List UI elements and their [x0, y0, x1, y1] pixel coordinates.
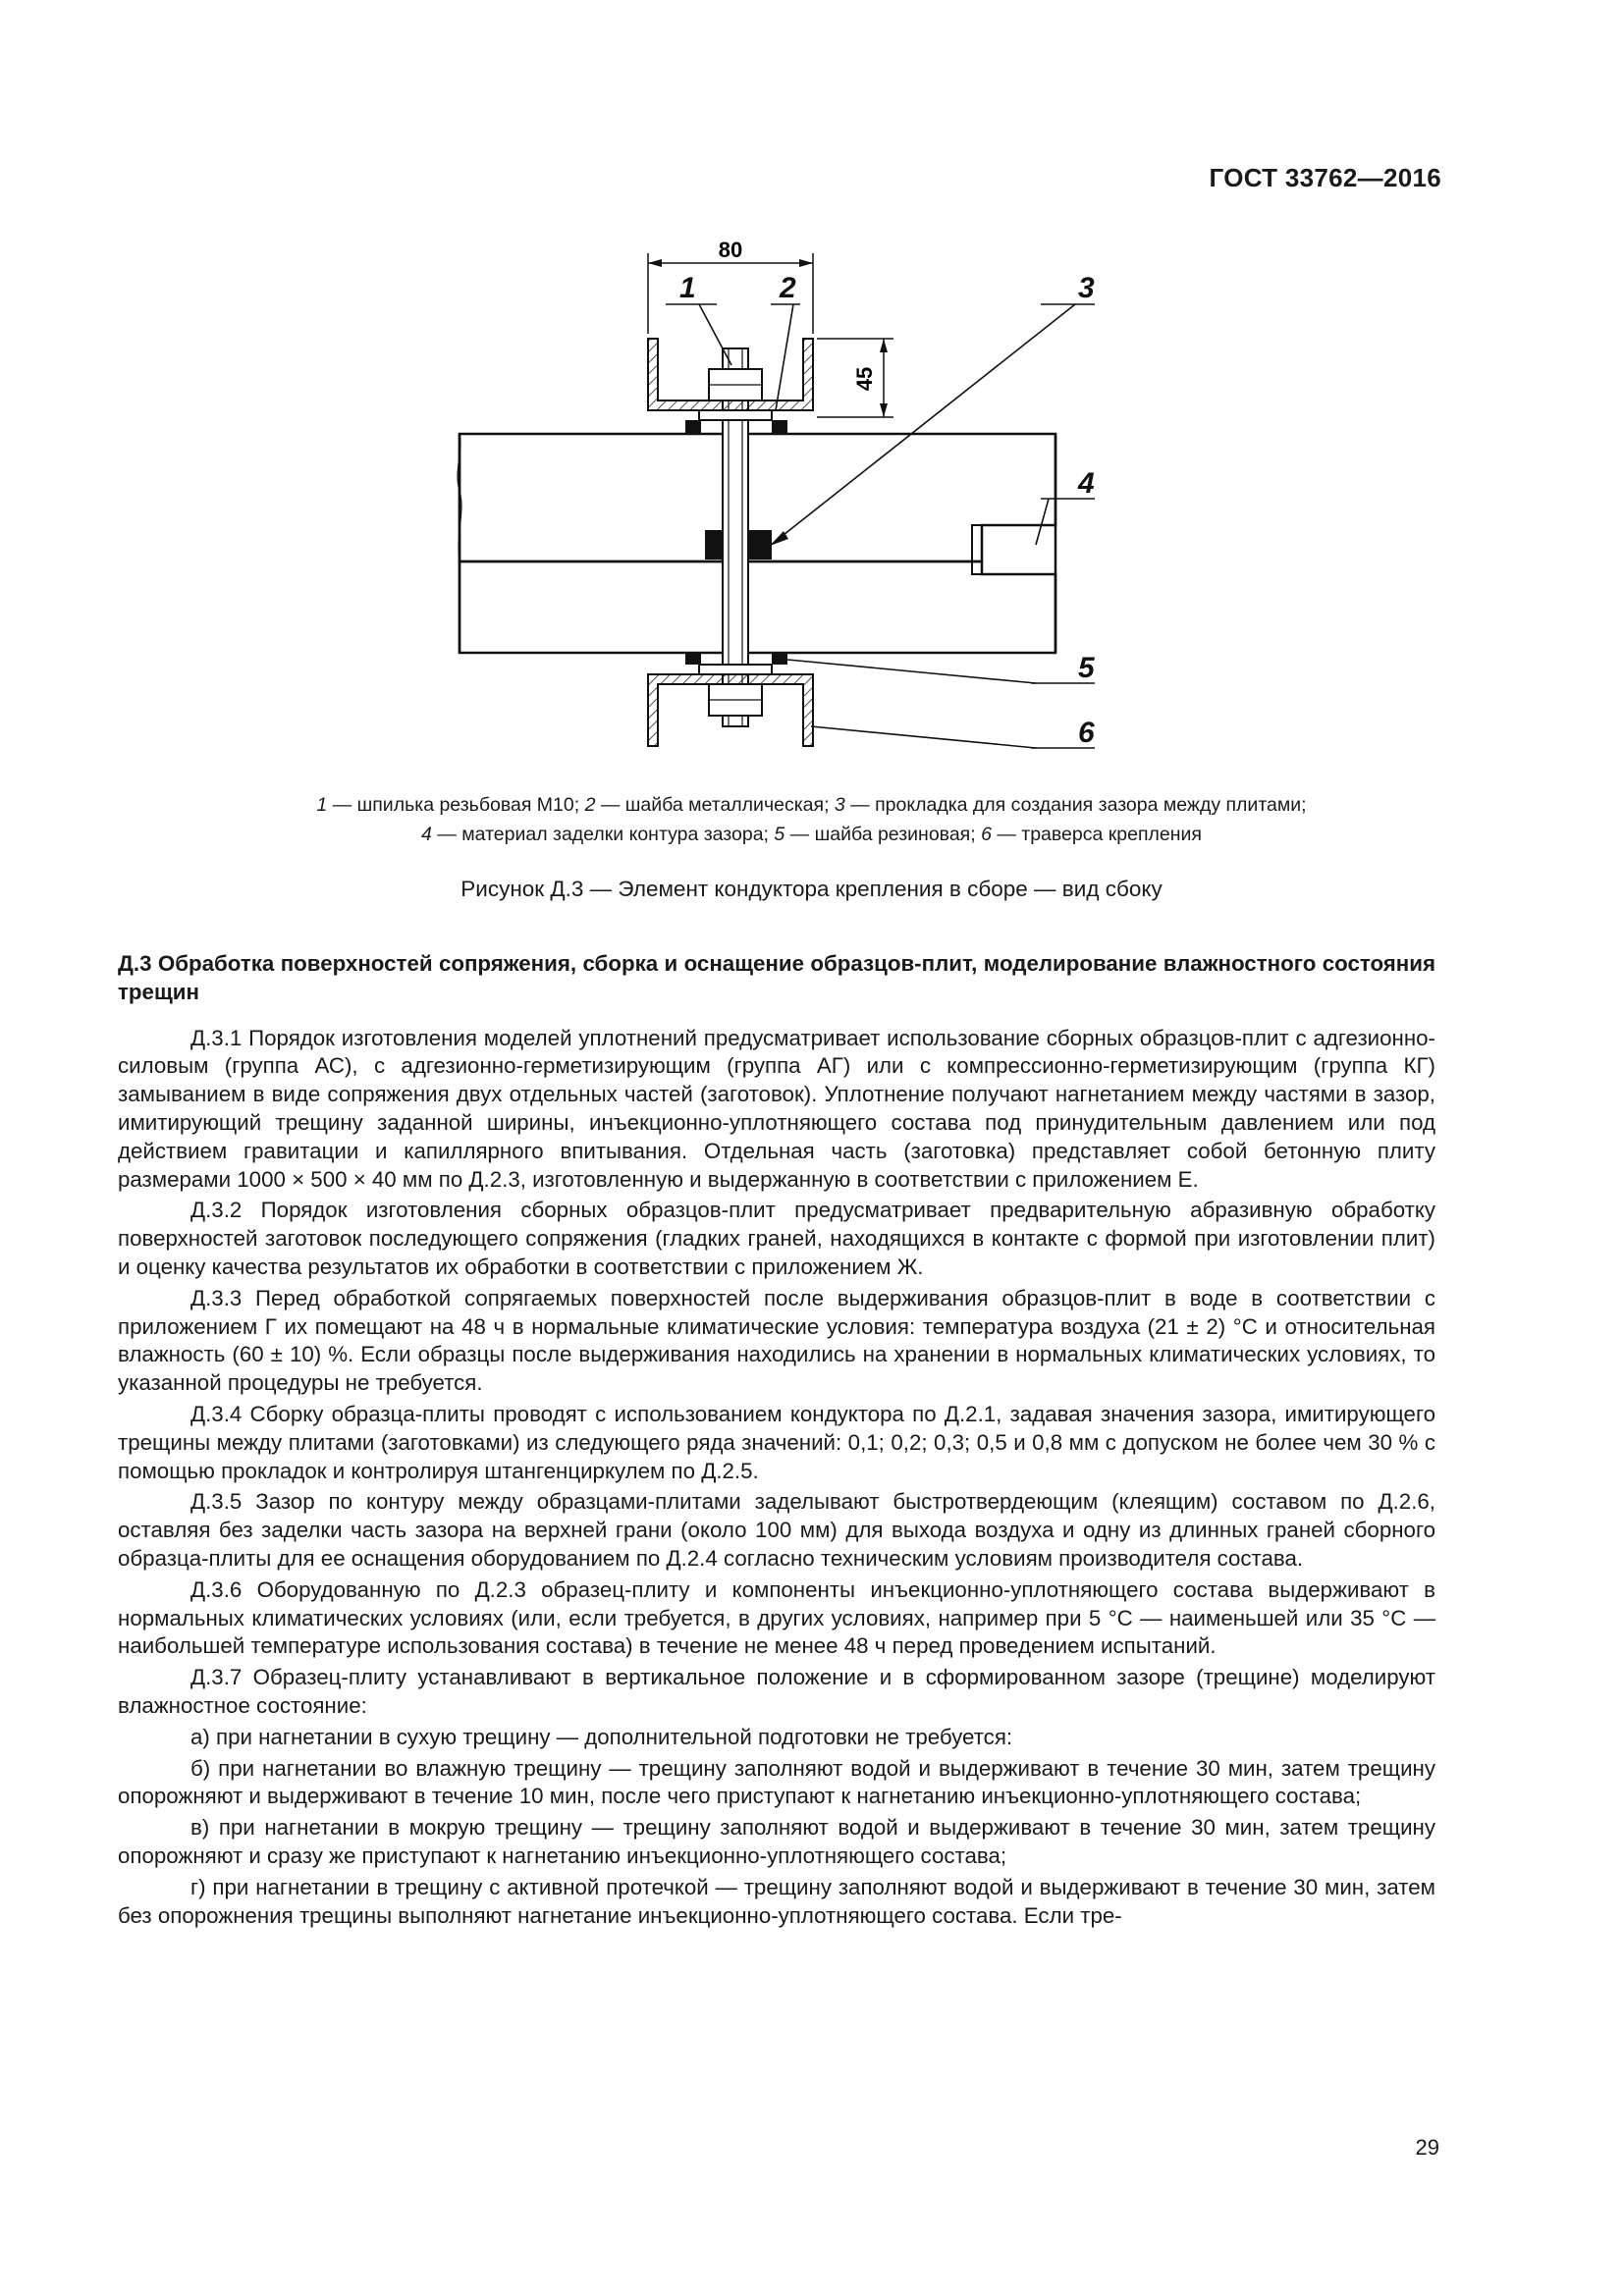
- callout-1: 1: [679, 272, 696, 304]
- legend-text: — шайба металлическая;: [595, 794, 835, 816]
- figure-d3-diagram: [0, 0, 1623, 766]
- paragraph: Д.3.4 Сборку образца-плиты проводят с использованием кондуктора по Д.2.1, задавая значения зазора, имитирующего трещины между плитами (заготовками) из следующего ряда значений: 0,1; 0,2; 0,3; 0,5 и 0,8 мм с допуском не более чем 30 % с помощью прокладок и контролируя штангенциркулем по Д.2.5.: [118, 1401, 1435, 1483]
- dimension-45: [817, 339, 893, 417]
- dimension-45-label: 45: [852, 366, 877, 392]
- list-item-c: в) при нагнетании в мокрую трещину — трещину заполняют водой и выдерживают в течение 30 мин, затем трещину опорожняют и сразу же приступают к нагнетанию инъекционно-уплотняющего состава;: [118, 1815, 1435, 1868]
- document-id-header: ГОСТ 33762—2016: [1209, 163, 1441, 192]
- paragraph: Д.3.1 Порядок изготовления моделей уплотнений предусматривает использование сборных образцов-плит с адгезионно-силовым (группа АС), с адгезионно-герметизирующим (группа АГ) или с компрессионно-герметизирующим (группа КГ) замыванием в виде сопряжения двух отдельных частей (заготовок). Уплотнение получают нагнетанием между частями в зазор, имитирующий трещину заданной ширины, инъекционно-уплотняющего состава под принудительным давлением или под действием гравитации и капиллярного впитывания. Отдельная часть (заготовка) представляет собой бетонную плиту размерами 1000 × 500 × 40 мм по Д.2.3, изготовленную и выдержанную в соответствии с приложением Е.: [118, 1025, 1435, 1192]
- legend-text: — траверса крепления: [991, 824, 1202, 845]
- callout-2: 2: [780, 272, 796, 304]
- paragraph: Д.3.3 Перед обработкой сопрягаемых поверхностей после выдерживания образцов-плит в воде в соответствии с приложением Г их помещают на 48 ч в нормальные климатические условия: температура воздуха (21 ± 2) °С и относительная влажность (60 ± 10) %. Если образцы после выдерживания находились на хранении в нормальных климатических условиях, то указанной процедуры не требуется.: [118, 1285, 1435, 1396]
- legend-line-1: [118, 790, 1505, 820]
- legend-num: 1: [316, 794, 328, 816]
- section-heading: Д.3 Обработка поверхностей сопряжения, сборка и оснащение образцов-плит, моделирование влажностного состояния трещин: [118, 951, 1435, 1004]
- section-body: [118, 950, 1435, 1933]
- callout-3: 3: [1078, 272, 1095, 304]
- legend-text: — шайба резиновая;: [784, 824, 982, 845]
- legend-num: 2: [584, 794, 596, 816]
- dimension-80-label: 80: [718, 238, 743, 262]
- legend-num: 4: [421, 824, 432, 845]
- legend-text: — материал заделки контура зазора;: [431, 824, 775, 845]
- paragraph: Д.3.6 Оборудованную по Д.2.3 образец-плиту и компоненты инъекционно-уплотняющего состава выдерживают в нормальных климатических условиях (или, если требуется, в других условиях, например при 5 °С — наименьшей или 35 °С — наибольшей температуре использования состава) в течение не менее 48 ч перед проведением испытаний.: [118, 1576, 1435, 1659]
- list-item-a: а) при нагнетании в сухую трещину — дополнительной подготовки не требуется:: [190, 1724, 1013, 1749]
- legend-line-2: [118, 820, 1505, 849]
- paragraph: Д.3.7 Образец-плиту устанавливают в вертикальное положение и в сформированном зазоре (трещине) моделируют влажностное состояние:: [118, 1665, 1435, 1718]
- callout-6: 6: [1078, 717, 1095, 749]
- figure-title: Рисунок Д.3 — Элемент кондуктора крепления в сборе — вид сбоку: [460, 877, 1163, 901]
- callout-5: 5: [1078, 652, 1095, 684]
- figure-legend: [118, 790, 1505, 849]
- list-item-d: г) при нагнетании в трещину с активной протечкой — трещину заполняют водой и выдерживают в течение 30 мин, затем без опорожнения трещины выполняют нагнетание инъекционно-уплотняющего состава. Если тре-: [118, 1874, 1435, 1928]
- page-number: 29: [1415, 2135, 1439, 2160]
- legend-num: 3: [834, 794, 845, 816]
- legend-num: 5: [774, 824, 785, 845]
- callout-4: 4: [1078, 467, 1095, 500]
- paragraph: Д.3.2 Порядок изготовления сборных образцов-плит предусматривает предварительную абразивную обработку поверхностей заготовок последующего сопряжения (гладких граней, находящихся в контакте с формой при изготовлении плит) и оценку качества результатов их обработки в соответствии с приложением Ж.: [118, 1198, 1435, 1279]
- contour-seal: [972, 525, 1055, 574]
- lower-traverse: [648, 653, 813, 746]
- legend-text: — шпилька резьбовая М10;: [327, 794, 585, 816]
- legend-num: 6: [981, 824, 992, 845]
- paragraph: Д.3.5 Зазор по контуру между образцами-плитами заделывают быстротвердеющим (клеящим) составом по Д.2.6, оставляя без заделки часть зазора на верхней грани (около 100 мм) для выхода воздуха и одну из длинных граней сборного образца-плиты для ее оснащения оборудованием по Д.2.4 согласно техническим условиям производителя состава.: [118, 1489, 1435, 1571]
- legend-text: — прокладка для создания зазора между плитами;: [844, 794, 1307, 816]
- list-item-b: б) при нагнетании во влажную трещину — трещину заполняют водой и выдерживают в течение 30 мин, затем трещину опорожняют и выдерживают в течение 10 мин, после чего приступают к нагнетанию инъекционно-уплотняющего состава;: [118, 1755, 1435, 1809]
